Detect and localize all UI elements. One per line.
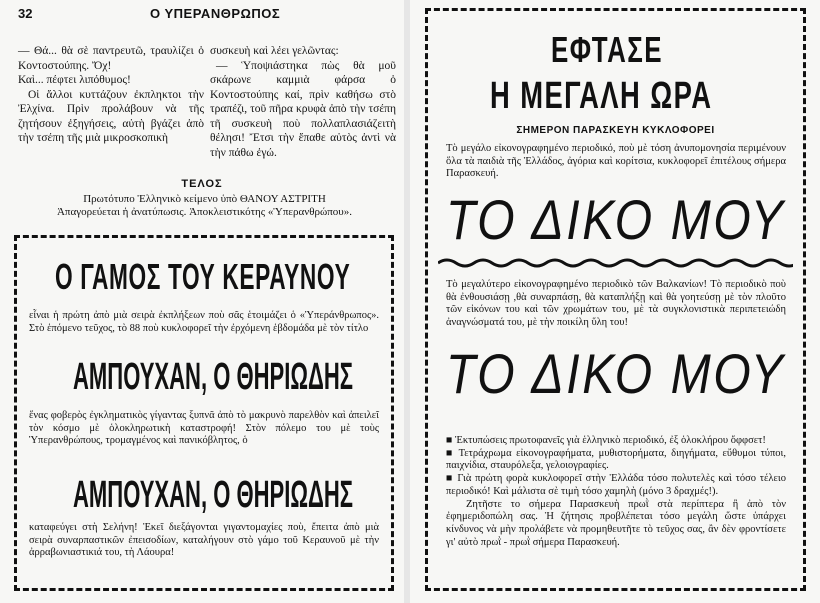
story-title-a: ΑΜΠΟΥΧΑΝ, Ο ΘΗΡΙΩΔΗΣ <box>73 356 354 398</box>
story-title-b: ΑΜΠΟΥΧΑΝ, Ο ΘΗΡΙΩΔΗΣ <box>73 474 354 516</box>
story-paragraph: Καὶ... πέφτει λιπόθυμος! <box>18 74 131 86</box>
end-label: ΤΕΛΟΣ <box>181 178 223 190</box>
announcement-headline: Ο ΓΑΜΟΣ ΤΟΥ ΚΕΡΑΥΝΟΥ <box>55 256 351 297</box>
headline-2: Η ΜΕΓΑΛΗ ΩΡΑ <box>490 75 713 117</box>
story-paragraph: — Ὑποψιάστηκα πὼς θὰ μοῦ σκάρωνε καμμιὰ φάρσα ὁ Κοντοστούπης καί, πρὶν καθήσω στὸ τραπέζι, τοῦ πῆρα κρυφὰ ἀπὸ τὴν τσέπη τῆ συσκευὴ ποὺ πολλαπλασιάζειτὴ θέλησι! Ἔτσι τὴν ἔπαθε αὐτὸς ἀντὶ νὰ τὴν πάθω ἐγώ. <box>210 59 396 159</box>
magazine-title-wrap <box>446 187 820 257</box>
story-paragraph: συσκευὴ καὶ λέει γελῶντας: <box>210 45 339 57</box>
announcement-paragraph: καταφεύγει στὴ Σελήνη! Ἐκεῖ διεξάγονται γιγαντομαχίες ποὺ, ἔπειτα ἀπὸ μιὰ σειρὰ συναρπαστικῶν ἐπεισοδίων, καταλήγουν στὸ γάμο τοῦ Κεραυνοῦ μὲ τὴν ἀρραβωνιαστικιά του, τὴ Λάουρα! <box>29 522 379 559</box>
magazine-title: ΤΟ ΔΙΚΟ ΜΟΥ <box>446 188 786 251</box>
magazine-title-2: ΤΟ ΔΙΚΟ ΜΟΥ <box>446 342 786 405</box>
page-number: 32 <box>18 6 33 21</box>
announcement-paragraph: εἶναι ἡ πρώτη ἀπὸ μιὰ σειρὰ ἐκπλήξεων ποὺ σᾶς ἑτοιμάζει ὁ «Ὑπεράνθρωπος». Στὸ ἑπόμενο τεῦχος, τὸ 88 ποὺ κυκλοφορεῖ τὴν ἐρχόμενη ἑβδομάδα μὲ τὸν τίτλο <box>29 310 379 334</box>
story-column-1 <box>18 44 204 146</box>
list-item <box>446 473 786 498</box>
list-item <box>446 435 786 448</box>
story-title-b-wrap <box>73 474 354 516</box>
headline-1-wrap <box>551 29 707 69</box>
list-item <box>446 448 786 473</box>
wavy-divider <box>438 257 793 269</box>
headline-2-wrap <box>490 75 799 119</box>
feature-text: Τετράχρωμα εἰκονογραφήματα, μυθιστορήματα, διηγήματα, εὔθυμοι τύποι, παιχνίδια, σταυρόλεξα, γελοιογραφίες. <box>446 447 786 472</box>
announcement-box <box>14 235 394 591</box>
story-title-a-wrap <box>73 356 354 398</box>
announcement-headline-wrap <box>55 256 355 296</box>
credit-block <box>12 193 397 219</box>
feature-text: Ἐκτυπώσεις πρωτοφανεῖς γιὰ ἑλληνικὸ περιοδικό, ἐξ ὁλοκλήρου ὄφφσετ! <box>454 435 766 446</box>
intro-paragraph: Τὸ μεγάλο εἰκονογραφημένο περιοδικό, ποὺ μὲ τόση ἀνυπομονησία περιμένουν ὅλα τὰ παιδιὰ τῆς Ἑλλάδος, ἀγόρια καὶ κορίτσια, κυκλοφορεῖ ἐπιτέλους σήμερα Παρασκευή. <box>446 143 786 180</box>
closing-paragraph: Ζητῆστε το σήμερα Παρασκευὴ πρωῒ στὰ περίπτερα ἢ ἀπὸ τὸν ἐφημεριδοπώλη σας. Ἡ ζήτησις προβλέπεται τόσο μεγάλη ὥστε ὑπάρχει κίνδυνος νὰ μὴν προλάβετε νὰ προμηθευτῆτε τὸ τεῦχος σας, ἂν δὲν φροντίσετε γι' αὐτὸ πρωῒ - πρωῒ σήμερα Παρασκευή. <box>446 498 786 548</box>
subhead: ΣΗΜΕΡΟΝ ΠΑΡΑΣΚΕΥΗ ΚΥΚΛΟΦΟΡΕΙ <box>516 125 715 136</box>
left-page <box>0 0 404 603</box>
magazine-title-2-wrap <box>446 341 820 411</box>
credit-author: Πρωτότυπο Ἑλληνικὸ κείμενο ὑπὸ ΘΑΝΟΥ ΑΣΤΡΙΤΗ <box>83 193 326 205</box>
headline-1: ΕΦΤΑΣΕ <box>551 29 663 70</box>
feature-text: Γιὰ πρώτη φορὰ κυκλοφορεῖ στὴν Ἑλλάδα τόσο πολυτελὲς καὶ τόσο τέλειο περιοδικό! Καὶ μάλιστα σὲ τιμὴ τόσο χαμηλὴ (μόνο 3 δραχμές!). <box>446 473 787 497</box>
advertisement-box <box>425 8 806 591</box>
bullet-square-icon: ■ <box>446 435 455 446</box>
credit-rights: Ἀπαγορεύεται ἡ ἀνατύπωσις. Ἀποκλειστικότης «Ὑπερανθρώπου». <box>56 206 353 218</box>
description-paragraph: Τὸ μεγαλύτερο εἰκονογραφημένο περιοδικὸ τῶν Βαλκανίων! Τὸ περιοδικὸ ποὺ θὰ ἐνθουσιάσῃ ,θὰ συναρπάσῃ, θὰ καταπλήξῃ καὶ θὰ γοητεύσῃ μὲ τὸν πλοῦτο τῶν εἰκόνων του καὶ τῶν χρωμάτων του, μὲ τὰ συγκλονιστικὰ περιπετειώδη ἀναγνώσματά του, μὲ τὴν ποικίλη ὕλη του! <box>446 279 786 329</box>
story-paragraph: — Θά... θὰ σὲ παντρευτῶ, τραυλίζει ὁ Κοντοστούπης. Ὄχ! <box>18 45 204 72</box>
story-paragraph: Οἱ ἄλλοι κυττάζουν ἐκπληκτοι τὴν Ἐλχίνα. Πρὶν προλάβουν νὰ τῆς ζητήσουν ἐξηγήσεις, αὐτὴ βγάζει ἀπὸ τὴν τσέπη τῆς μιὰ μικροσκοπικὴ <box>18 88 204 144</box>
bullet-square-icon: ■ <box>446 447 459 459</box>
right-page <box>410 0 820 603</box>
feature-list <box>446 435 786 549</box>
running-title: Ο ΥΠΕΡΑΝΘΡΩΠΟΣ <box>150 6 281 21</box>
announcement-paragraph: ἕνας φοβερὸς ἐγκληματικὸς γίγαντας ξυπνᾶ ἀπὸ τὸ μακρυνὸ παρελθὸν καὶ ἀπειλεῖ τὸν κόσμο μὲ ὁλοκληρωτικὴ καταστροφή! Στὸν πόλεμο του μὲ τοὺς Ὑπερανθρώπους, τρομαγμένος καὶ πανικόβλητος, ὁ <box>29 410 379 447</box>
story-column-2 <box>210 44 396 160</box>
bullet-square-icon: ■ <box>446 473 458 485</box>
